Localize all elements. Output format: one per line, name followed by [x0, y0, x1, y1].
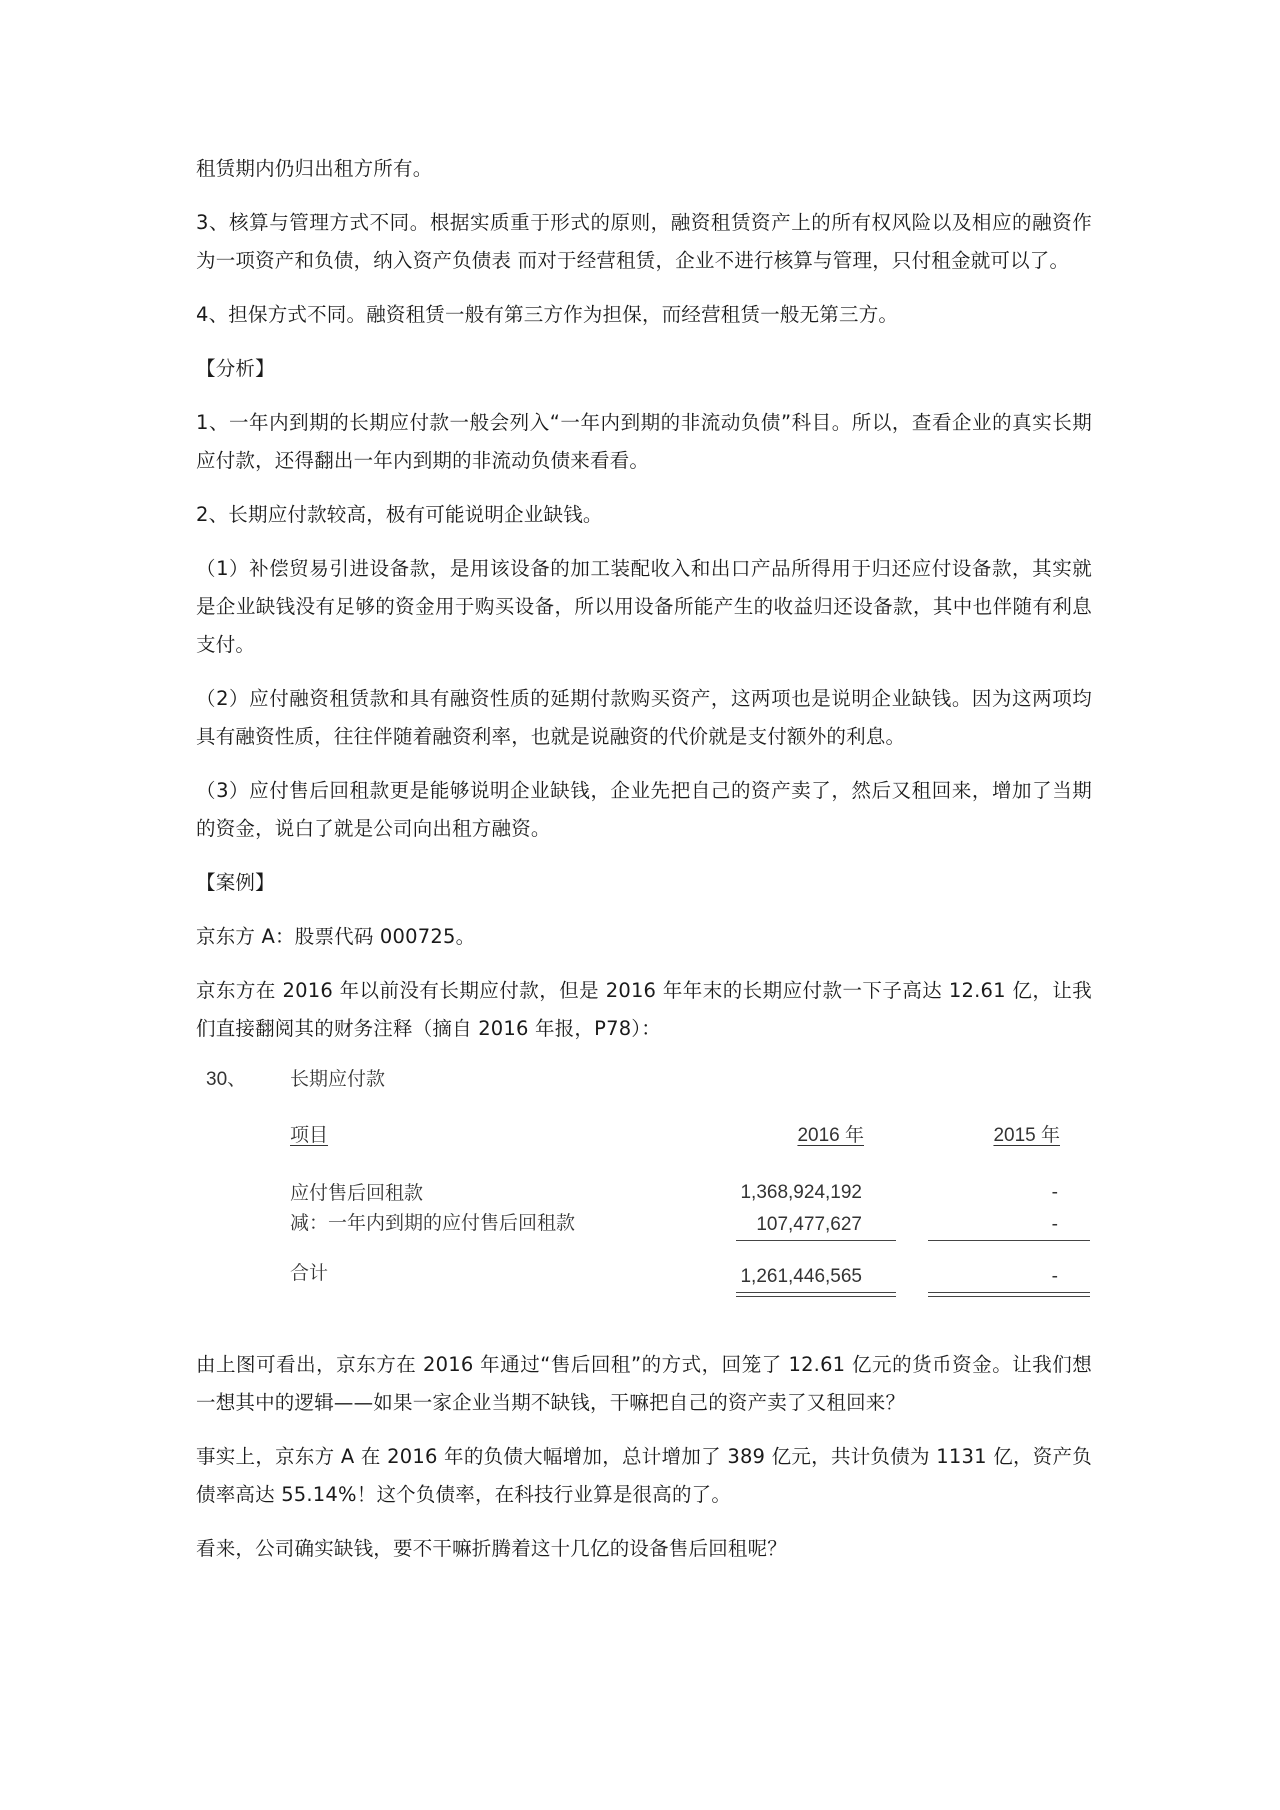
- table-row-value-2015: -: [1051, 1214, 1058, 1235]
- paragraph-stock-code: 京东方 A：股票代码 000725。: [196, 925, 476, 948]
- paragraph-conclusion-2: 事实上，京东方 A 在 2016 年的负债大幅增加，总计增加了 389 亿元，共计负债为 1131 亿，资产负债率高达 55.14%！这个负债率，在科技行业算是很高的了。: [196, 1445, 1092, 1506]
- paragraph-analysis-2-1: （1）补偿贸易引进设备款，是用该设备的加工装配收入和出口产品所得用于归还应付设备款，其实就是企业缺钱没有足够的资金用于购买设备，所以用设备所能产生的收益归还设备款，其中也伴随有利息支付。: [196, 557, 1092, 656]
- table-row-value-2016: 107,477,627: [756, 1214, 862, 1235]
- table-row-label: 减：一年内到期的应付售后回租款: [290, 1213, 576, 1234]
- paragraph-analysis-2-3: （3）应付售后回租款更是能够说明企业缺钱，企业先把自己的资产卖了，然后又租回来，增加了当期的资金，说白了就是公司向出租方融资。: [196, 779, 1092, 840]
- financial-note-table: [196, 1064, 1092, 1320]
- table-row-label: 应付售后回租款: [290, 1183, 424, 1204]
- table-total-value-2016: 1,261,446,565: [740, 1266, 862, 1287]
- paragraph-guarantee-difference: 4、担保方式不同。融资租赁一般有第三方作为担保，而经营租赁一般无第三方。: [196, 303, 899, 326]
- section-heading-case: 【案例】: [196, 871, 275, 894]
- paragraph-accounting-difference: 3、核算与管理方式不同。根据实质重于形式的原则，融资租赁资产上的所有权风险以及相应的融资作为一项资产和负债，纳入资产负债表 而对于经营租赁，企业不进行核算与管理，只付租金就可以了。: [196, 211, 1092, 272]
- note-number: 30、: [206, 1069, 247, 1090]
- table-row-value-2016: 1,368,924,192: [740, 1182, 862, 1203]
- table-header-2015: 2015 年: [993, 1125, 1060, 1146]
- section-heading-analysis: 【分析】: [196, 357, 275, 380]
- paragraph-analysis-1: 1、一年内到期的长期应付款一般会列入“一年内到期的非流动负债”科目。所以，查看企业的真实长期应付款，还得翻出一年内到期的非流动负债来看看。: [196, 411, 1092, 472]
- table-header-2016: 2016 年: [797, 1125, 864, 1146]
- table-total-value-2015: -: [1051, 1266, 1058, 1287]
- subtotal-rule-2016: [736, 1240, 896, 1241]
- paragraph-lease-ownership: 租赁期内仍归出租方所有。: [196, 157, 433, 180]
- paragraph-conclusion-1: 由上图可看出，京东方在 2016 年通过“售后回租”的方式，回笼了 12.61 亿元的货币资金。让我们想一想其中的逻辑——如果一家企业当期不缺钱，干嘛把自己的资产卖了又租回来？: [196, 1353, 1092, 1414]
- paragraph-analysis-2-2: （2）应付融资租赁款和具有融资性质的延期付款购买资产，这两项也是说明企业缺钱。因为这两项均具有融资性质，往往伴随着融资利率，也就是说融资的代价就是支付额外的利息。: [196, 687, 1092, 748]
- total-double-rule-2015: [928, 1292, 1090, 1293]
- subtotal-rule-2015: [928, 1240, 1090, 1241]
- paragraph-case-intro: 京东方在 2016 年以前没有长期应付款，但是 2016 年年末的长期应付款一下子高达 12.61 亿，让我们直接翻阅其的财务注释（摘自 2016 年报，P78）：: [196, 979, 1092, 1040]
- paragraph-analysis-2: 2、长期应付款较高，极有可能说明企业缺钱。: [196, 503, 603, 526]
- paragraph-conclusion-3: 看来，公司确实缺钱，要不干嘛折腾着这十几亿的设备售后回租呢？: [196, 1537, 788, 1560]
- document-page: [196, 150, 1092, 1584]
- table-total-label: 合计: [290, 1263, 329, 1284]
- total-double-rule-2016: [736, 1292, 896, 1293]
- table-row-value-2015: -: [1051, 1182, 1058, 1203]
- table-header-item: 项目: [290, 1125, 329, 1146]
- note-title: 长期应付款: [290, 1069, 386, 1090]
